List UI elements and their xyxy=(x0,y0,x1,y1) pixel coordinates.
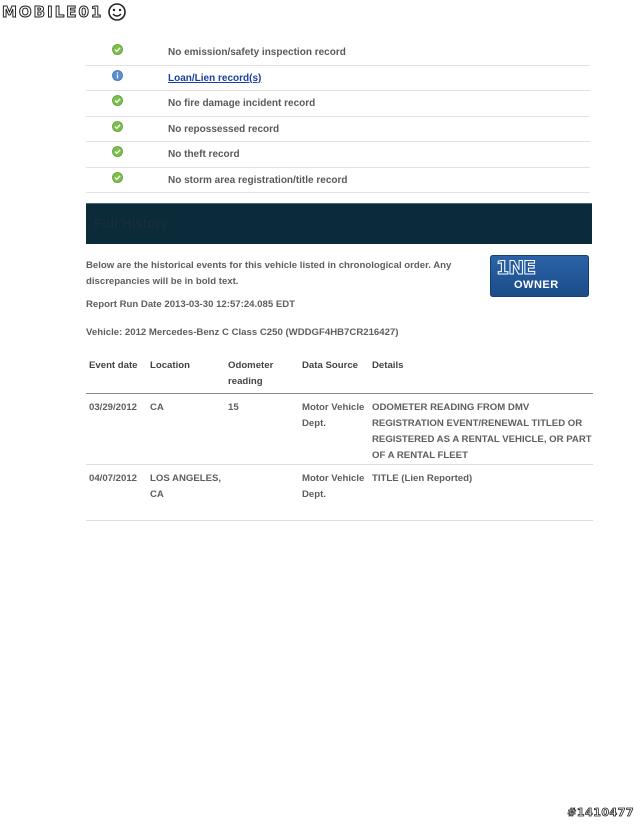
one-owner-badge xyxy=(490,255,589,297)
record-text: No storm area registration/title record xyxy=(168,174,348,186)
smiley-logo-icon xyxy=(106,2,128,22)
record-text: No emission/safety inspection record xyxy=(168,47,346,58)
record-row xyxy=(86,66,590,92)
cell-location: LOS ANGELES, CA xyxy=(150,473,222,500)
col-header-odometer: Odometer reading xyxy=(228,360,274,387)
vehicle-info: Vehicle: 2012 Mercedes-Benz C Class C250 (WDDGF4HB7CR216427) xyxy=(86,327,399,338)
check-icon xyxy=(112,95,123,106)
badge-one-text: 1NE xyxy=(496,257,536,279)
info-icon xyxy=(112,70,123,81)
check-icon xyxy=(112,172,123,183)
section-title: Full History xyxy=(94,216,169,231)
history-intro: Below are the historical events for this vehicle listed in chronological order. Any discrepancies will be in bold text. xyxy=(86,260,452,287)
history-table xyxy=(86,358,593,521)
col-header-details: Details xyxy=(372,360,404,371)
loan-lien-link[interactable]: Loan/Lien record(s) xyxy=(168,72,262,84)
mobile01-watermark xyxy=(2,2,128,22)
check-icon xyxy=(112,121,123,132)
record-text: No repossessed record xyxy=(168,123,280,135)
watermark-id: #1410477 xyxy=(567,806,634,819)
record-text: No theft record xyxy=(168,149,240,160)
check-icon xyxy=(112,44,123,55)
cell-date: 03/29/2012 xyxy=(89,402,138,413)
cell-source: Motor Vehicle Dept. xyxy=(302,402,365,429)
watermark-brand: MOBILE01 xyxy=(2,3,104,21)
cell-source: Motor Vehicle Dept. xyxy=(302,473,365,500)
record-row xyxy=(86,91,590,117)
table-header-row xyxy=(86,358,593,394)
table-row xyxy=(86,394,593,465)
record-row xyxy=(86,142,590,168)
col-header-data-source: Data Source xyxy=(302,360,358,371)
cell-location: CA xyxy=(150,402,164,413)
table-row xyxy=(86,465,593,521)
col-header-event-date: Event date xyxy=(89,360,138,371)
col-header-location: Location xyxy=(150,360,190,371)
record-row xyxy=(86,40,590,66)
record-check-list xyxy=(86,40,590,193)
check-icon xyxy=(112,146,123,157)
record-row xyxy=(86,168,590,194)
full-history-header xyxy=(86,203,592,244)
record-row xyxy=(86,117,590,143)
cell-details: TITLE (Lien Reported) xyxy=(372,473,473,484)
cell-odometer: 15 xyxy=(228,402,239,413)
badge-owner-text: OWNER xyxy=(514,279,559,291)
cell-details: ODOMETER READING FROM DMV REGISTRATION EVENT/RENEWAL TITLED OR REGISTERED AS A RENTAL VEHICLE, OR PART OF A RENTAL FLEET xyxy=(372,402,592,461)
report-run-date: Report Run Date 2013-03-30 12:57:24.085 EDT xyxy=(86,299,296,310)
record-text: No fire damage incident record xyxy=(168,98,316,109)
cell-date: 04/07/2012 xyxy=(89,473,138,484)
